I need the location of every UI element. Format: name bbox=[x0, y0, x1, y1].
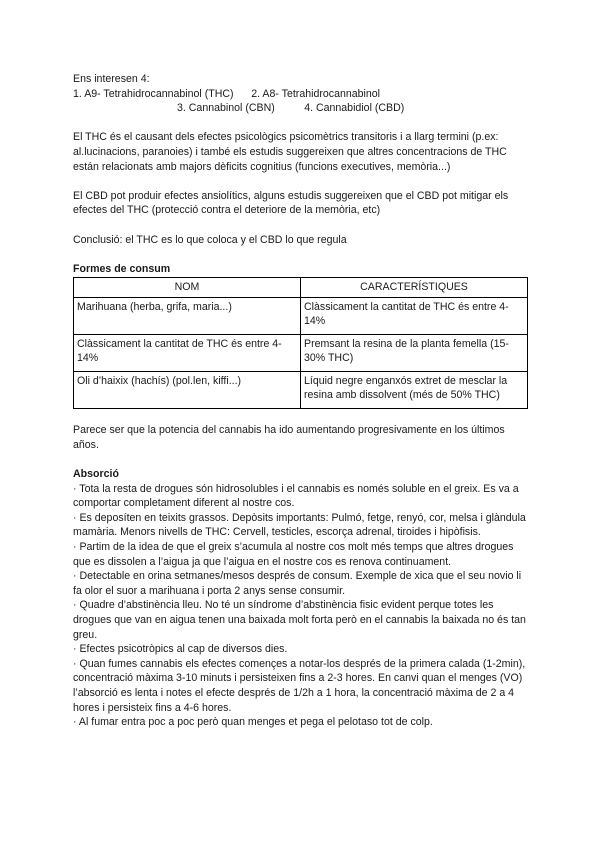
substance-a8-thc: 2. A8- Tetrahidrocannabinol bbox=[251, 87, 381, 100]
intro-lead: Ens interesen 4: bbox=[73, 73, 150, 85]
substance-thc: 1. A9- Tetrahidrocannabinol (THC) bbox=[73, 87, 234, 100]
document-body bbox=[73, 72, 528, 730]
table-cell: Oli d’haixix (hachís) (pol.len, kiffi...) bbox=[74, 371, 301, 408]
table-cell: Premsant la resina de la planta femella (15-30% THC) bbox=[301, 334, 528, 371]
cbd-paragraph: El CBD pot produir efectes ansiolítics, alguns estudis suggereixen que el CBD pot mitigar els efectes del THC (protecció contra el deteriore de la memòria, etc) bbox=[73, 189, 509, 217]
absorcio-bullet: · Es deposíten en teixits grassos. Depòsits importants: Pulmó, fetge, renyó, cor, melsa i glàndula mamària. Menors nivells de THC: Cervell, testicles, escorça adrenal, tiroides i hipòfisis. bbox=[73, 511, 526, 539]
substance-cbd: 4. Cannabidiol (CBD) bbox=[304, 102, 405, 115]
absorcio-bullet: · Al fumar entra poc a poc però quan menges et pega el pelotaso tot de colp. bbox=[73, 716, 433, 729]
table-cell: Clàssicament la cantitat de THC és entre 4-14% bbox=[74, 334, 301, 371]
table-cell: Clàssicament la cantitat de THC és entre 4-14% bbox=[301, 297, 528, 334]
table-cell: Marihuana (herba, grifa, maria...) bbox=[74, 297, 301, 334]
consum-table bbox=[73, 277, 528, 408]
absorcio-bullet: · Quadre d’abstinència lleu. No té un síndrome d’abstinència fisic evident perque totes les drogues que van en aigua tenen una baixada molt forta però en el cannabis la baixada no és tan greu. bbox=[73, 599, 526, 641]
substance-cbn: 3. Cannabinol (CBN) bbox=[177, 102, 275, 115]
absorcio-bullet: · Quan fumes cannabis els efectes començes a notar-los després de la primera calada (1-2min), concentració màxima 3-10 minuts i persisteixen fins a 2-3 hores. En canvi quan el menges (VO) l’absorció es lenta i notes el efecte després de 1/2h a 1 hora, la concentració màxima de 2 a 4 hores i persisteix fins a 4-6 hores. bbox=[73, 657, 526, 714]
absorcio-bullet: · Efectes psicotròpics al cap de diversos dies. bbox=[73, 643, 288, 656]
table-header-row bbox=[74, 278, 528, 297]
table-header-caracteristiques: CARACTERÍSTIQUES bbox=[301, 278, 528, 297]
table-row bbox=[74, 371, 528, 408]
absorcio-bullet: · Partim de la idea de que el greix s’acumula al nostre cos molt més temps que altres drogues que es dissolen a l’aigua ja que l’aigua en el nostre cos es renova continuament. bbox=[73, 541, 514, 568]
absorcio-bullet: · Tota la resta de drogues són hidrosolubles i el cannabis es només soluble en el greix. Es va a comportar completament diferent al nostre cos. bbox=[73, 482, 519, 510]
absorcio-bullet: · Detectable en orina setmanes/mesos després de consum. Exemple de xica que el seu novio li fa olor el suor a marihuana i porta 2 anys sense consumir. bbox=[73, 570, 522, 597]
substance-list-line-2 bbox=[73, 101, 528, 116]
table-row bbox=[74, 334, 528, 371]
absorcio-heading: Absorció bbox=[73, 468, 119, 481]
thc-paragraph: El THC és el causant dels efectes psicològics psicomètrics transitoris i a llarg termini (p.ex: al.lucinacions, paranoies) i també els estudis suggereixen que altres concentracions de THC están relacionats amb majors dèficits cognitius (funcions executives, memòria...) bbox=[73, 131, 507, 173]
conclusion-paragraph: Conclusió: el THC es lo que coloca y el CBD lo que regula bbox=[73, 233, 347, 246]
table-row bbox=[74, 297, 528, 334]
substance-list-line-1 bbox=[73, 87, 528, 102]
table-cell: Líquid negre enganxós extret de mesclar la resina amb dissolvent (més de 50% THC) bbox=[301, 371, 528, 408]
table-header-nom: NOM bbox=[74, 278, 301, 297]
potency-paragraph: Parece ser que la potencia del cannabis ha ido aumentando progresivamente en los últimos años. bbox=[73, 424, 505, 451]
consum-heading: Formes de consum bbox=[73, 262, 171, 275]
